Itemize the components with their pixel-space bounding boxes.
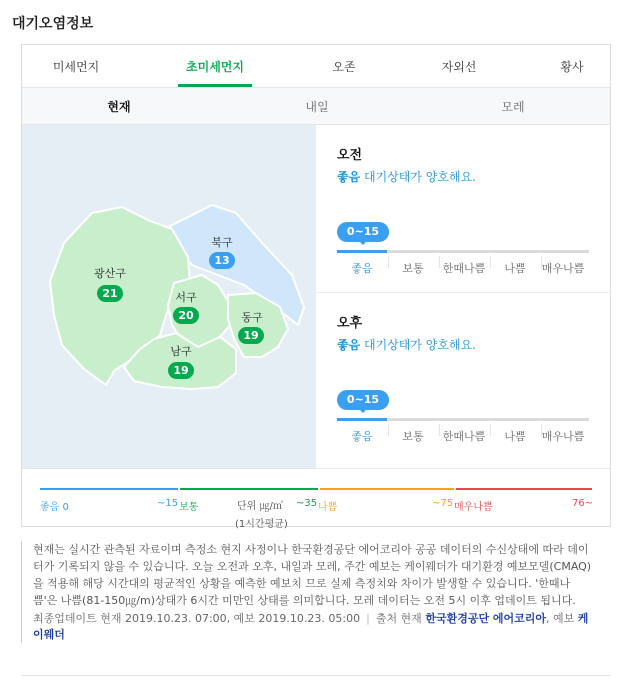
- district-label-bukgu: 북구: [211, 236, 233, 249]
- tab-ultrafine-dust[interactable]: 초미세먼지: [186, 60, 244, 74]
- update-time: 최종업데이트 현재 2019.10.23. 07:00, 예보 2019.10.23. 05:00: [33, 612, 361, 625]
- pollutant-tabs: [22, 45, 610, 88]
- unit-label: 단위 ㎍/㎥: [237, 501, 283, 512]
- legend-very-bad-start: ~75: [432, 498, 454, 509]
- morning-label-normal: 보통: [402, 262, 424, 275]
- afternoon-scale-temp-bad: [439, 418, 489, 421]
- legend-line-good: [40, 488, 178, 490]
- district-label-gwangsangu: 광산구: [94, 267, 126, 280]
- afternoon-scale-normal: [388, 418, 438, 421]
- legend-line-bad: [320, 488, 454, 490]
- notice-text: 현재는 실시간 관측된 자료이며 측정소 현지 사정이나 한국환경공단 에어코리아 공공 데이터의 수신상태에 따라 데이터가 기록되지 않을 수 있습니다. 오늘 오전과 오후, 내일과 모레, 주간 예보는 케이웨더가 대기환경 예보모델(CMAQ)을 적용해 해당 시간대의 평균적인 상황을 예측한 예보치 므로 실제 측정치와 차이가 발생할 수 있습니다. '한때나쁨'은 나쁨(81-150㎍/m)상태가 6시간 미만인 상태를 의미합니다. 모레 데이터는 오전 5시 이후 업데이트 됩니다.: [33, 543, 592, 607]
- afternoon-scale-bad: [490, 418, 540, 421]
- data-notice: [21, 541, 593, 643]
- morning-scale-bad: [490, 250, 540, 253]
- afternoon-range-bubble: 0~15: [337, 390, 389, 410]
- source-link-kweather[interactable]: 케이웨더: [33, 612, 589, 641]
- air-quality-card: [21, 44, 611, 530]
- district-label-seogu: 서구: [175, 291, 197, 304]
- morning-scale-temp-bad: [439, 250, 489, 253]
- legend-very-bad: 매우나쁨: [454, 502, 493, 513]
- legend-bad-start: ~35: [296, 498, 318, 509]
- afternoon-scale-bar: [337, 418, 589, 421]
- tab-uv[interactable]: 자외선: [441, 60, 477, 74]
- legend-normal-start: ~15: [157, 498, 179, 509]
- morning-scale-bar: [337, 250, 589, 253]
- active-tab-indicator: [178, 84, 252, 87]
- district-label-donggu: 동구: [241, 311, 263, 324]
- tab-fine-dust[interactable]: 미세먼지: [52, 60, 100, 74]
- district-value-bukgu: 13: [209, 252, 235, 269]
- legend-bad: 나쁨: [318, 502, 338, 513]
- afternoon-label-normal: 보통: [402, 430, 424, 443]
- concentration-legend: [22, 468, 610, 527]
- morning-scale-normal: [388, 250, 438, 253]
- morning-status-word: 좋음: [337, 170, 361, 184]
- legend-good: 좋음 0: [40, 502, 69, 513]
- morning-scale-good: [337, 250, 387, 253]
- subtab-day-after[interactable]: 모레: [501, 100, 525, 114]
- day-subtabs: [22, 88, 610, 125]
- afternoon-status-word: 좋음: [337, 338, 361, 352]
- morning-label-very-bad: 매우나쁨: [541, 262, 585, 275]
- afternoon-scale-good: [337, 418, 387, 421]
- morning-status-text: 대기상태가 양호해요.: [364, 170, 476, 184]
- morning-label-temp-bad: 한때나쁨: [442, 262, 486, 275]
- legend-line-normal: [180, 488, 318, 490]
- afternoon-label-good: 좋음: [351, 430, 373, 443]
- legend-normal: 보통: [179, 502, 199, 513]
- morning-scale-very-bad: [541, 250, 589, 253]
- tab-ozone[interactable]: 오존: [332, 60, 356, 74]
- morning-label-bad: 나쁨: [504, 262, 526, 275]
- legend-max: 76~: [572, 498, 594, 509]
- district-label-namgu: 남구: [170, 345, 192, 358]
- morning-label-good: 좋음: [351, 262, 373, 275]
- afternoon-scale-very-bad: [541, 418, 589, 421]
- subtab-tomorrow[interactable]: 내일: [305, 100, 329, 114]
- morning-title: 오전: [337, 148, 363, 163]
- page-title: 대기오염정보: [12, 16, 94, 32]
- morning-range-bubble: 0~15: [337, 222, 389, 242]
- afternoon-label-bad: 나쁨: [504, 430, 526, 443]
- subtab-now[interactable]: 현재: [107, 100, 131, 114]
- afternoon-label-very-bad: 매우나쁨: [541, 430, 585, 443]
- afternoon-forecast: [316, 293, 610, 468]
- bottom-divider: [21, 675, 611, 676]
- afternoon-label-temp-bad: 한때나쁨: [442, 430, 486, 443]
- morning-forecast: [316, 125, 610, 292]
- afternoon-status-text: 대기상태가 양호해요.: [364, 338, 476, 352]
- morning-status: [337, 168, 476, 185]
- afternoon-status: [337, 336, 476, 353]
- update-info: 최종업데이트 현재 2019.10.23. 07:00, 예보 2019.10.23. 05:00 | 출처 현재 한국환경공단 에어코리아, 예보 케이웨더: [33, 612, 589, 641]
- source-prefix: 출처 현재: [375, 612, 422, 625]
- district-value-gwangsangu: 21: [97, 285, 123, 302]
- average-label: (1시간평균): [235, 519, 288, 530]
- district-value-donggu: 19: [238, 327, 264, 344]
- district-value-namgu: 19: [168, 362, 194, 379]
- source-mid: , 예보: [546, 612, 575, 625]
- district-value-seogu: 20: [173, 307, 199, 324]
- afternoon-title: 오후: [337, 316, 363, 331]
- tab-yellow-dust[interactable]: 황사: [560, 60, 584, 74]
- source-link-airkorea[interactable]: 한국환경공단 에어코리아: [425, 612, 547, 625]
- legend-line-very-bad: [456, 488, 592, 490]
